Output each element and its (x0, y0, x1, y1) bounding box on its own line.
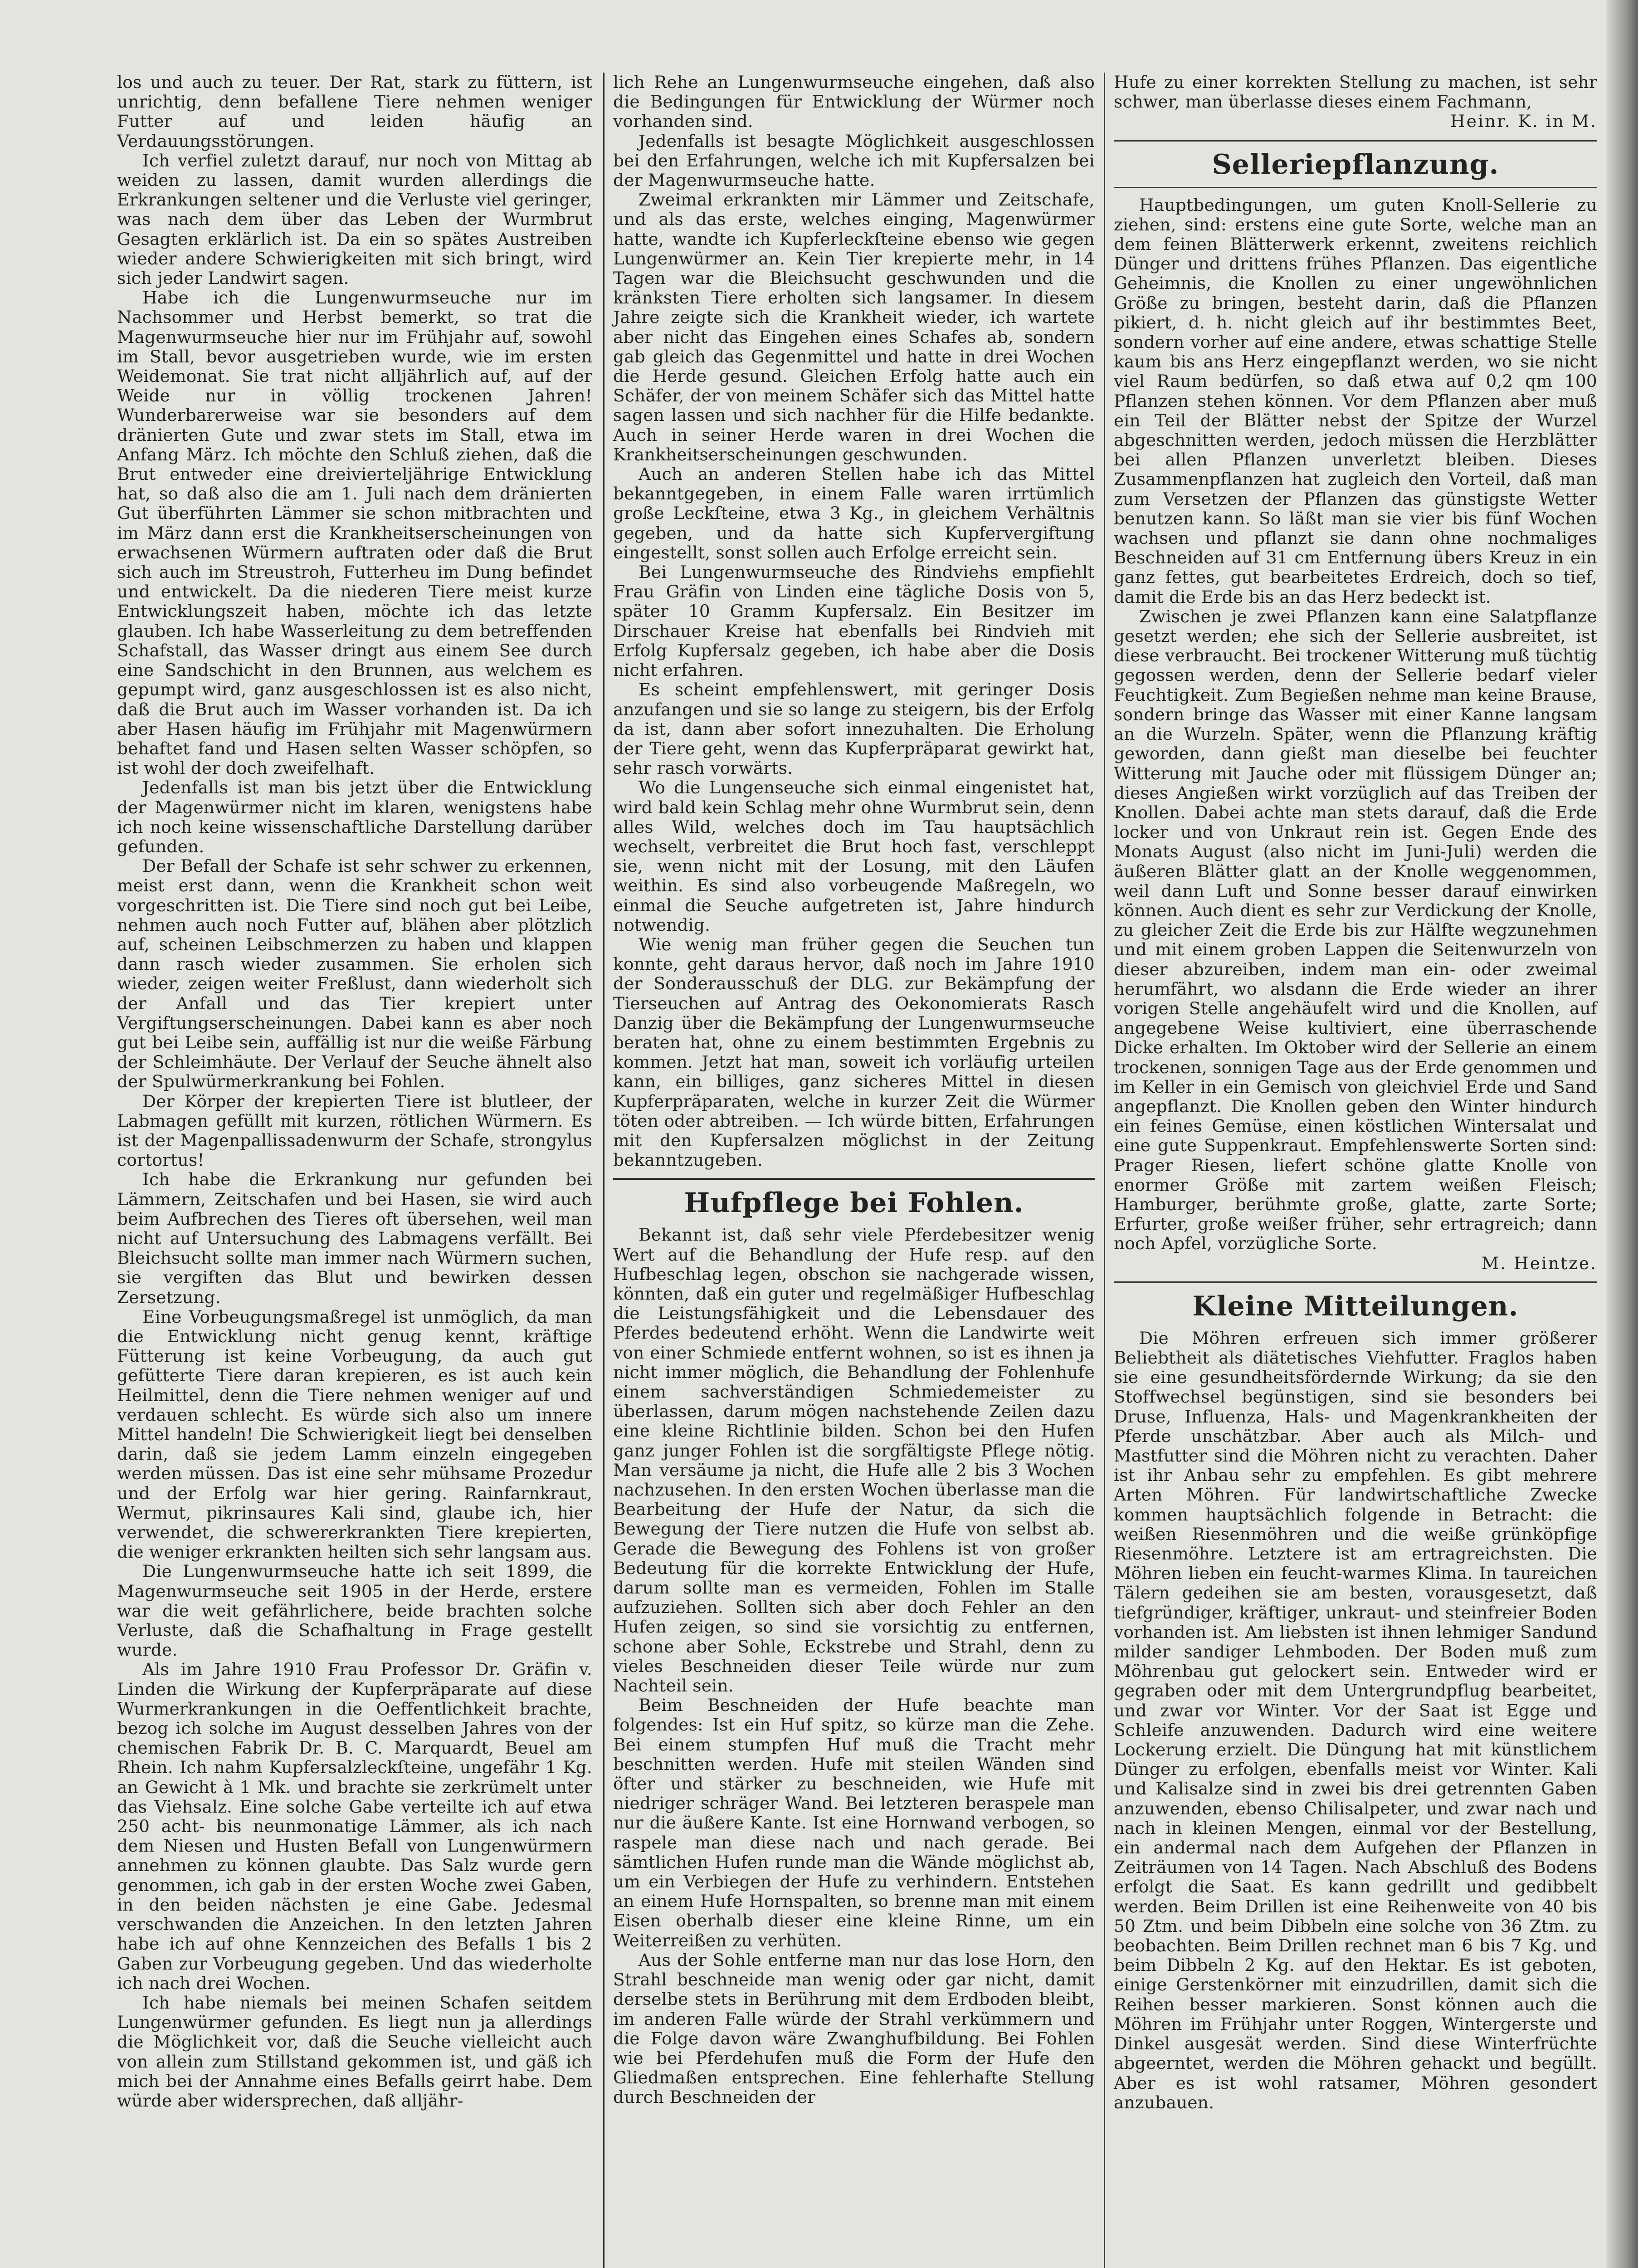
paragraph: Jedenfalls ist man bis jetzt über die Entwicklung der Magenwürmer nicht im klaren, wenigstens habe ich noch keine wissenschaftliche Darstellung darüber gefunden. (117, 777, 592, 856)
paragraph: Zwischen je zwei Pflanzen kann eine Salatpflanze gesetzt werden; ehe sich der Sellerie ausbreitet, ist diese verbraucht. Bei trockener Witterung muß tüchtig gegossen werden, denn der Sellerie bedarf vieler Feuchtigkeit. Zum Begießen nehme man keine Brause, sondern bringe das Wasser mit einer Kanne langsam an die Wurzeln. Später, wenn die Pflanzung kräftig geworden, dann gießt man dieselbe bei feuchter Witterung mit Jauche oder mit flüssigem Dünger an; dieses Angießen wirkt vorzüglich auf das Treiben der Knollen. Dabei achte man stets darauf, daß die Erde locker und von Unkraut rein ist. Gegen Ende des Monats August (also nicht im Juni-Juli) werden die äußeren Blätter glatt an der Knolle weggenommen, weil dann Luft und Sonne besser darauf einwirken können. Auch dient es sehr zur Verdickung der Knolle, zu gleicher Zeit die Erde bis zur Hälfte wegzunehmen und mit einem groben Lappen die Seitenwurzeln von dieser abzureiben, indem man ein- oder zweimal herumfährt, wo alsdann die Erde wieder an ihrer vorigen Stelle angehäufelt wird und die Knollen, auf angegebene Weise kultiviert, eine überraschende Dicke erhalten. Im Oktober wird der Sellerie an einem trockenen, sonnigen Tage aus der Erde genommen und im Keller in ein Gemisch von gleichviel Erde und Sand angepflanzt. Die Knollen geben den Winter hindurch ein feines Gemüse, einen köstlichen Wintersalat und eine gute Suppenkraut. Empfehlenswerte Sorten sind: Prager Riesen, liefert schöne glatte Knolle von enormer Größe mit zartem weißen Fleisch; Hamburger, berühmte große, glatte, zarte Sorte; Erfurter, große weißer früher, sehr ertragreich; dann noch Apfel, vorzügliche Sorte. (1114, 606, 1597, 1254)
paragraph: Jedenfalls ist besagte Möglichkeit ausgeschlossen bei den Erfahrungen, welche ich mit Kupfersalzen bei der Magenwurmseuche hatte. (613, 131, 1095, 191)
paragraph: Aus der Sohle entferne man nur das lose Horn, den Strahl beschneide man wenig oder gar nicht, damit derselbe stets in Berührung mit dem Erdboden bleibt, im anderen Falle würde der Strahl verkümmern und die Folge davon wäre Zwanghufbildung. Bei Fohlen wie bei Pferdehufen muß die Form der Hufe den Gliedmaßen entsprechen. Eine fehlerhafte Stellung durch Beschneiden der (613, 1950, 1095, 2107)
paragraph: Ich habe die Erkrankung nur gefunden bei Lämmern, Zeitschafen und bei Hasen, sie wird auch beim Aufbrechen des Tieres oft übersehen, weil man nicht auf Untersuchung des Labmagens verfällt. Bei Bleichsucht sollte man immer nach Würmern suchen, sie vergiften das Blut und bewirken dessen Zersetzung. (117, 1169, 592, 1307)
page-spine-shadow (1606, 0, 1638, 2268)
paragraph: Ich habe niemals bei meinen Schafen seitdem Lungenwürmer gefunden. Es liegt nun ja allerdings die Möglichkeit vor, daß die Seuche vielleicht auch von allein zum Stillstand gekommen ist, und gäß ich mich bei der Annahme eines Befalls geirrt habe. Dem würde aber widersprechen, daß alljähr- (117, 1992, 592, 2111)
paragraph: Die Möhren erfreuen sich immer größerer Beliebtheit als diätetisches Viehfutter. Fraglos haben sie eine gesundheitsfördernde Wirkung; da sie den Stoffwechsel begünstigen, sind sie besonders bei Druse, Influenza, Hals- und Magenkrankheiten der Pferde unschätzbar. Aber auch als Milch- und Mastfutter sind die Möhren nicht zu verachten. Daher ist ihr Anbau sehr zu empfehlen. Es gibt mehrere Arten Möhren. Für landwirtschaftliche Zwecke kommen hauptsächlich folgende in Betracht: die weißen Riesenmöhren und die weiße grünköpfige Riesenmöhre. Letztere ist am ertragreichsten. Die Möhren lieben ein feucht-warmes Klima. In taureichen Tälern gedeihen sie am besten, vorausgesetzt, daß tiefgründiger, kräftiger, unkraut- und steinfreier Boden vorhanden ist. Am liebsten ist ihnen lehmiger Sandund milder sandiger Lehmboden. Der Boden muß zum Möhrenbau gut gelockert sein. Entweder wird er gegraben oder mit dem Untergrundpflug bearbeitet, und zwar vor Winter. Vor der Saat ist Egge und Schleife anzuwenden. Dadurch wird eine weitere Lockerung erzielt. Die Düngung hat mit künstlichem Dünger zu erfolgen, ebenfalls meist vor Winter. Kali und Kalisalze sind in zwei bis drei getrennten Gaben anzuwenden, ebenso Chilisalpeter, und zwar nach und nach in kleinen Mengen, einmal vor der Bestellung, ein andermal nach dem Aufgehen der Pflanzen in Zeiträumen von 14 Tagen. Nach Abschluß des Bodens erfolgt die Saat. Es kann gedrillt und gedibbelt werden. Beim Drillen ist eine Reihenweite von 40 bis 50 Ztm. und beim Dibbeln eine solche von 36 Ztm. zu beobachten. Beim Drillen rechnet man 6 bis 7 Kg. und beim Dibbeln 2 Kg. auf den Hektar. Es ist geboten, einige Gerstenkörner mit einzudrillen, damit sich die Reihen besser markieren. Sonst können auch die Möhren im Frühjahr unter Roggen, Wintergerste und Dinkel ausgesät werden. Sind diese Winterfrüchte abgeerntet, werden die Möhren gehackt und begüllt. Aber es ist wohl ratsamer, Möhren gesondert anzubauen. (1114, 1328, 1597, 2112)
paragraph: Wie wenig man früher gegen die Seuchen tun konnte, geht daraus hervor, daß noch im Jahre 1910 der Sonderausschuß der DLG. zur Bekämpfung der Tierseuchen auf Antrag des Oekonomierats Rasch Danzig über die Bekämpfung der Lungenwurmseuche beraten hat, ohne zu einem bestimmten Ergebnis zu kommen. Jetzt hat man, soweit ich vorläufig urteilen kann, ein billiges, ganz sicheres Mittel in diesen Kupferpräparaten, welche in kurzer Zeit die Würmer töten oder abtreiben. — Ich würde bitten, Erfahrungen mit den Kupfersalzen möglichst in der Zeitung bekanntzugeben. (613, 934, 1095, 1170)
author-signature: M. Heintze. (1481, 1253, 1597, 1273)
paragraph: Ich verfiel zuletzt darauf, nur noch von Mittag ab weiden zu lassen, damit wurden allerdings die Erkrankungen seltener und die Verluste viel geringer, was nach dem über das Leben der Wurmbrut Gesagten erklärlich ist. Da ein so spätes Austreiben wieder andere Schwierigkeiten mit sich bringt, wird sich jeder Landwirt sagen. (117, 150, 592, 288)
section-rule (1114, 140, 1597, 142)
paragraph: Zweimal erkrankten mir Lämmer und Zeitschafe, und als das erste, welches einging, Magenwürmer hatte, wandte ich Kupferleckſteine ebenso wie gegen Lungenwürmer an. Kein Tier krepierte mehr, in 14 Tagen war die Bleichsucht geschwunden und die kränksten Tiere erholten sich langsamer. In diesem Jahre zeigte sich die Krankheit wieder, ich wartete aber nicht das Eingehen eines Schafes ab, sondern gab gleich das Gegenmittel und hatte in drei Wochen die Herde gesund. Gleichen Erfolg hatte auch ein Schäfer, der von meinem Schäfer sich das Mittel hatte sagen lassen und sich nachher für die Hilfe bedankte. Auch in seiner Herde waren in drei Wochen die Krankheitserscheinungen geschwunden. (613, 190, 1095, 464)
author-signature: Heinr. K. in M. (1450, 111, 1597, 132)
column-3 (1114, 73, 1597, 2112)
paragraph: Bei Lungenwurmseuche des Rindviehs empfiehlt Frau Gräfin von Linden eine tägliche Dosis von 5, später 10 Gramm Kupfersalz. Ein Besitzer im Dirschauer Kreise hat ebenfalls bei Rindvieh mit Erfolg Kupfersalz gegeben, ich habe aber die Dosis nicht erfahren. (613, 562, 1095, 680)
paragraph: Eine Vorbeugungsmaßregel ist unmöglich, da man die Entwicklung nicht genug kennt, kräftige Fütterung ist keine Vorbeugung, da auch gut gefütterte Tiere daran krepieren, es ist auch kein Heilmittel, denn die Tiere nehmen weniger auf und verdauen schlecht. Es würde sich also um innere Mittel handeln! Die Schwierigkeit liegt bei denselben darin, daß sie jedem Lamm einzeln eingegeben werden müssen. Das ist eine sehr mühsame Prozedur und der Erfolg war hier gering. Rainfarnkraut, Wermut, pikrinsaures Kali sind, glaube ich, hier verwendet, die schwererkrankten Tiere krepierten, die weniger erkrankten heilten sich sehr langsam aus. (117, 1306, 592, 1562)
paragraph: Der Befall der Schafe ist sehr schwer zu erkennen, meist erst dann, wenn die Krankheit schon weit vorgeschritten ist. Die Tiere sind noch gut bei Leibe, nehmen auch noch Futter auf, blähen aber plötzlich auf, scheinen Leibschmerzen zu haben und klappen dann rasch wieder zusammen. Sie erholen sich wieder, zeigen weiter Freßlust, dann wiederholt sich der Anfall und das Tier krepiert unter Vergiftungserscheinungen. Dabei kann es aber noch gut bei Leibe sein, auffällig ist nur die weiße Färbung der Schleimhäute. Der Verlauf der Seuche ähnelt also der Spulwürmerkrankung bei Fohlen. (117, 856, 592, 1092)
title-underline (1114, 187, 1597, 188)
section-rule (613, 1178, 1095, 1180)
paragraph: los und auch zu teuer. Der Rat, stark zu füttern, ist unrichtig, denn befallene Tiere nehmen weniger Futter auf und leiden häufig an Verdauungsstörungen. (117, 72, 592, 151)
paragraph: Die Lungenwurmseuche hatte ich seit 1899, die Magenwurmseuche seit 1905 in der Herde, erstere war die weit gefährlichere, beide brachten solche Verluste, daß die Schafhaltung in Frage gestellt wurde. (117, 1561, 592, 1660)
article-title-kleine-mitteilungen: Kleine Mitteilungen. (1192, 1290, 1519, 1322)
article-title-sellerie: Selleriepflanzung. (1212, 148, 1499, 181)
section-rule (1114, 1281, 1597, 1283)
article-title-hufpflege: Hufpflege bei Fohlen. (684, 1187, 1024, 1219)
paragraph: Es scheint empfehlenswert, mit geringer Dosis anzufangen und sie so lange zu steigern, bis der Erfolg da ist, dann aber sofort innezuhalten. Die Erholung der Tiere geht, wenn das Kupferpräparat gewirkt hat, sehr rasch vorwärts. (613, 679, 1095, 778)
paragraph: Auch an anderen Stellen habe ich das Mittel bekanntgegeben, in einem Falle waren irrtümlich große Leckſteine, etwa 3 Kg., in gleichem Verhältnis gegeben, und da hatte sich Kupfervergiftung eingestellt, sonst sollen auch Erfolge erreicht sein. (613, 464, 1095, 562)
paragraph: Der Körper der krepierten Tiere ist blutleer, der Labmagen gefüllt mit kurzen, rötlichen Würmern. Es ist der Magenpallissadenwurm der Schafe, strongylus cortortus! (117, 1091, 592, 1170)
paragraph: Wo die Lungenseuche sich einmal eingenistet hat, wird bald kein Schlag mehr ohne Wurmbrut sein, denn alles Wild, welches doch im Tau hauptsächlich wechselt, verbreitet die Brut hoch fast, verschleppt sie, wenn nicht mit der Losung, mit den Läufen weithin. Es sind also vorbeugende Maßregeln, wo einmal die Seuche aufgetreten ist, Jahre hindurch notwendig. (613, 777, 1095, 935)
paragraph: Bekannt ist, daß sehr viele Pferdebesitzer wenig Wert auf die Behandlung der Hufe resp. auf den Hufbeschlag legen, obschon sie nachgerade wissen, könnten, daß ein guter und regelmäßiger Hufbeschlag die Leistungsfähigkeit und die Lebensdauer des Pferdes bedeutend erhöht. Wenn die Landwirte weit von einer Schmiede entfernt wohnen, so ist es ihnen ja nicht immer möglich, die Behandlung der Fohlenhufe einem sachverständigen Schmiedemeister zu überlassen, darum mögen nachstehende Zeilen dazu eine kleine Richtlinie bilden. Schon bei den Hufen ganz junger Fohlen ist die sorgfältigste Pflege nötig. Man versäume ja nicht, die Hufe alle 2 bis 3 Wochen nachzusehen. In den ersten Wochen überlasse man die Bearbeitung der Hufe der Natur, da sich die Bewegung der Tiere nutzen die Hufe von selbst ab. Gerade die Bewegung des Fohlens ist von großer Bedeutung für die korrekte Entwicklung der Hufe, darum sollte man es vermeiden, Fohlen im Stalle aufzuziehen. Sollten sich aber doch Fehler an den Hufen zeigen, so sind sie vorsichtig zu entfernen, schone aber Sohle, Eckstrebe und Strahl, denn zu vieles Beschneiden dieser Teile würde nur zum Nachteil sein. (613, 1225, 1095, 1696)
paragraph: Beim Beschneiden der Hufe beachte man folgendes: Ist ein Huf spitz, so kürze man die Zehe. Bei einem stumpfen Huf muß die Tracht mehr beschnitten werden. Hufe mit steilen Wänden sind öfter und stärker zu beschneiden, wie Hufe mit niedriger schräger Wand. Bei letzteren beraspele man nur die äußere Kante. Ist eine Hornwand verbogen, so raspele man diese nach und nach gerade. Bei sämtlichen Hufen runde man die Wände möglichst ab, um ein Verbiegen der Hufe zu verhindern. Entstehen an einem Hufe Hornspalten, so brenne man mit einem Eisen oberhalb dieser eine kleine Rinne, um ein Weiterreißen zu verhüten. (613, 1695, 1095, 1950)
paragraph: lich Rehe an Lungenwurmseuche eingehen, daß also die Bedingungen für Entwicklung der Würmer noch vorhanden sind. (613, 72, 1095, 132)
paragraph: Habe ich die Lungenwurmseuche nur im Nachsommer und Herbst bemerkt, so trat die Magenwurmseuche hier nur im Frühjahr auf, sowohl im Stall, bevor ausgetrieben wurde, wie im ersten Weidemonat. Sie trat nicht alljährlich auf, auf der Weide nur in völlig trockenen Jahren! Wunderbarerweise war sie besonders auf dem dränierten Gute und zwar stets im Stall, etwa im Anfang März. Ich möchte den Schluß ziehen, daß die Brut entweder eine dreivierteljährige Entwicklung hat, so daß also die am 1. Juli nach dem dränierten Gut überführten Lämmer sie schon mitbrachten und im März dann erst die Krankheitserscheinungen von erwachsenen Würmern auftraten oder daß die Brut sich auch im Streustroh, Futterheu im Dung befindet und entwickelt. Da die niederen Tiere meist kurze Entwicklungszeit haben, möchte ich das letzte glauben. Ich habe Wasserleitung zu dem betreffenden Schafstall, das Wasser dringt aus einem See durch eine Sandschicht in den Brunnen, aus welchem es gepumpt wird, ganz ausgeschlossen ist es also nicht, daß die Brut auch im Wasser vorhanden ist. Da ich aber Hasen häufig im Frühjahr mit Magenwürmern behaftet fand und Hasen selten Wasser schöpfen, so ist wohl der doch zweifelhaft. (117, 288, 592, 778)
paragraph: Hauptbedingungen, um guten Knoll-Sellerie zu ziehen, sind: erstens eine gute Sorte, welche man an dem feinen Blätterwerk erkennt, zweitens reichlich Dünger und drittens frühes Pflanzen. Das eigentliche Geheimnis, die Knollen zu einer ungewöhnlichen Größe zu bringen, besteht darin, daß die Pflanzen pikiert, d. h. nicht gleich auf ihr bestimmtes Beet, sondern vorher auf eine andere, etwas schattige Stelle kaum bis ans Herz eingepflanzt werden, wo sie nicht viel Raum bedürfen, so daß etwa auf 0,2 qm 100 Pflanzen stehen können. Vor dem Pflanzen aber muß ein Teil der Blätter nebst der Spitze der Wurzel abgeschnitten werden, jedoch müssen die Herzblätter bei allen Pflanzen unverletzt bleiben. Dieses Zusammenpflanzen hat zugleich den Vorteil, daß man zum Versetzen der Pflanzen das günstigste Wetter benutzen kann. So läßt man sie vier bis fünf Wochen wachsen und pflanzt sie dann ohne nochmaliges Beschneiden auf 31 cm Entfernung übers Kreuz in ein ganz fettes, gut bearbeitetes Erdreich, doch so tief, damit die Erde bis an das Herz bedeckt ist. (1114, 195, 1597, 607)
column-2 (613, 73, 1095, 2107)
column-divider (1104, 73, 1105, 2268)
paragraph: Hufe zu einer korrekten Stellung zu machen, ist sehr schwer, man überlasse dieses einem Fachmann, (1114, 72, 1597, 112)
paragraph: Als im Jahre 1910 Frau Professor Dr. Gräfin v. Linden die Wirkung der Kupferpräparate auf diese Wurmerkrankungen in die Oeffentlichkeit brachte, bezog ich solche im August desselben Jahres von der chemischen Fabrik Dr. B. C. Marquardt, Beuel am Rhein. Ich nahm Kupfersalzleckſteine, ungefähr 1 Kg. an Gewicht à 1 Mk. und brachte sie zerkrümelt unter das Viehsalz. Eine solche Gabe verteilte ich auf etwa 250 acht- bis neunmonatige Lämmer, als ich nach dem Niesen und Husten Befall von Lungenwürmern annehmen zu können glaubte. Das Salz wurde gern genommen, ich gab in der ersten Woche zwei Gaben, in den beiden nächsten je eine Gabe. Jedesmal verschwanden die Anzeichen. In den letzten Jahren habe ich auf ohne Kennzeichen des Befalls 1 bis 2 Gaben zur Vorbeugung gegeben. Und das wiederholte ich nach drei Wochen. (117, 1659, 592, 1993)
column-1 (117, 73, 592, 2111)
column-divider (603, 73, 604, 2268)
